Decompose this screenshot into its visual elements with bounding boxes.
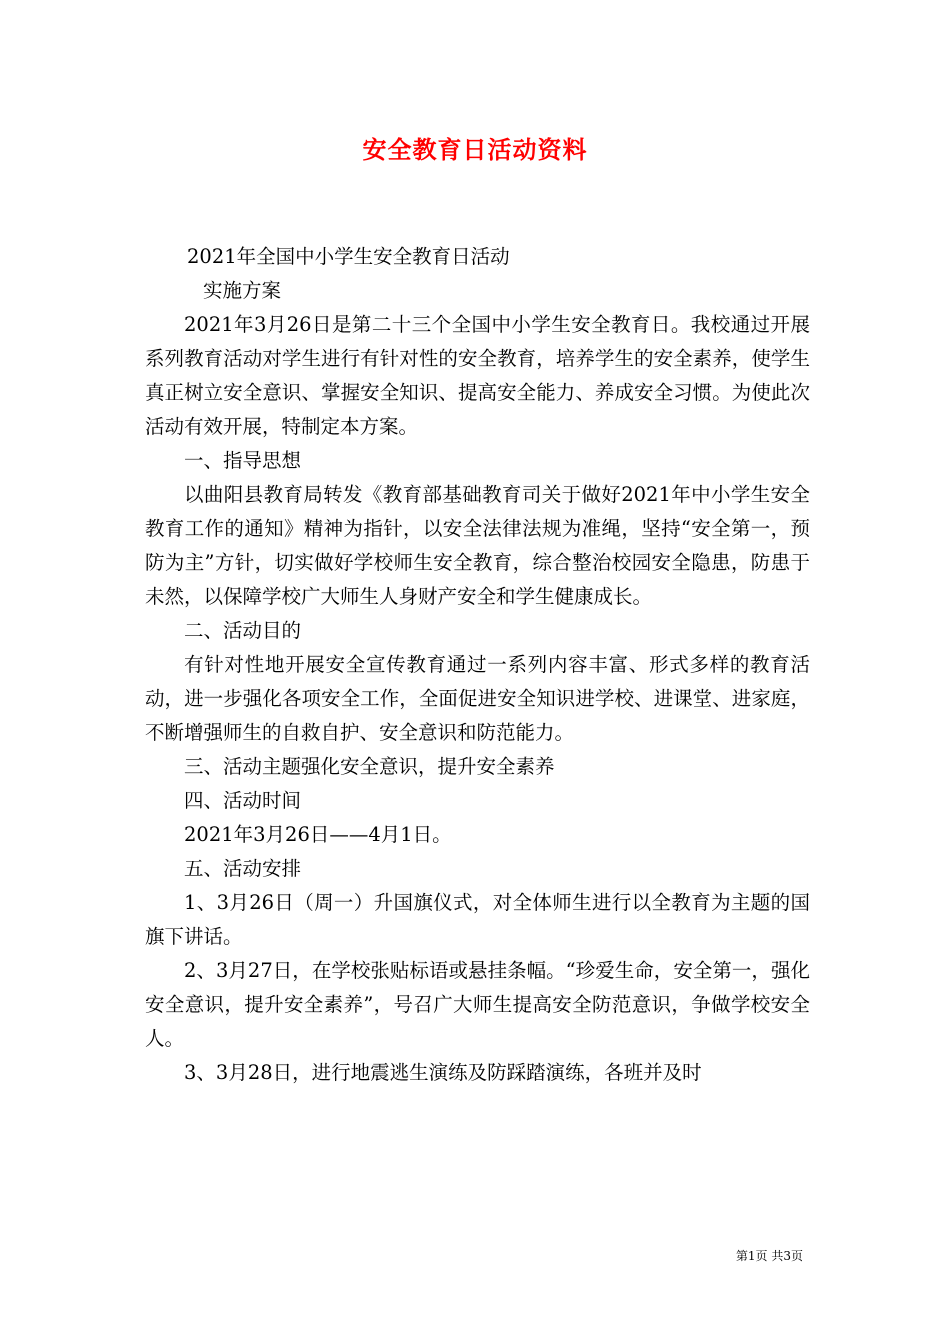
- section-heading-time: 四、活动时间: [184, 789, 302, 812]
- document-body: [145, 240, 810, 1090]
- list-item: 1、3月26日（周一）升国旗仪式，对全体师生进行以全教育为主题的国旗下讲话。: [145, 891, 810, 948]
- list-item: 2、3月27日，在学校张贴标语或悬挂条幅。“珍爱生命，安全第一，强化安全意识，提升安全素养”，号召广大师生提高安全防范意识，争做学校安全人。: [145, 959, 810, 1050]
- subtitle-line-2: 实施方案: [203, 279, 282, 302]
- paragraph-purpose: 有针对性地开展安全宣传教育通过一系列内容丰富、形式多样的教育活动，进一步强化各项安全工作，全面促进安全知识进学校、进课堂、进家庭，不断增强师生的自救自护、安全意识和防范能力。: [145, 653, 810, 744]
- paragraph-time: 2021年3月26日——4月1日。: [184, 823, 452, 846]
- page-title: 安全教育日活动资料: [362, 135, 588, 164]
- paragraph-guiding-thought: 以曲阳县教育局转发《教育部基础教育司关于做好2021年中小学生安全教育工作的通知》精神为指针，以安全法律法规为准绳，坚持“安全第一，预防为主”方针，切实做好学校师生安全教育，综合整治校园安全隐患，防患于未然，以保障学校广大师生人身财产安全和学生健康成长。: [145, 483, 810, 608]
- page-number: 第1页 共3页: [735, 1249, 803, 1263]
- paragraph-intro: 2021年3月26日是第二十三个全国中小学生安全教育日。我校通过开展系列教育活动对学生进行有针对性的安全教育，培养学生的安全素养，使学生真正树立安全意识、掌握安全知识、提高安全能力、养成安全习惯。为使此次活动有效开展，特制定本方案。: [145, 313, 810, 438]
- subtitle-line-1: 2021年全国中小学生安全教育日活动: [187, 245, 510, 268]
- section-heading-guiding-thought: 一、指导思想: [184, 449, 302, 472]
- section-heading-arrangement: 五、活动安排: [184, 857, 302, 880]
- section-heading-purpose: 二、活动目的: [184, 619, 302, 642]
- list-item: 3、3月28日，进行地震逃生演练及防踩踏演练，各班并及时: [184, 1061, 702, 1084]
- section-heading-theme: 三、活动主题强化安全意识，提升安全素养: [184, 755, 555, 778]
